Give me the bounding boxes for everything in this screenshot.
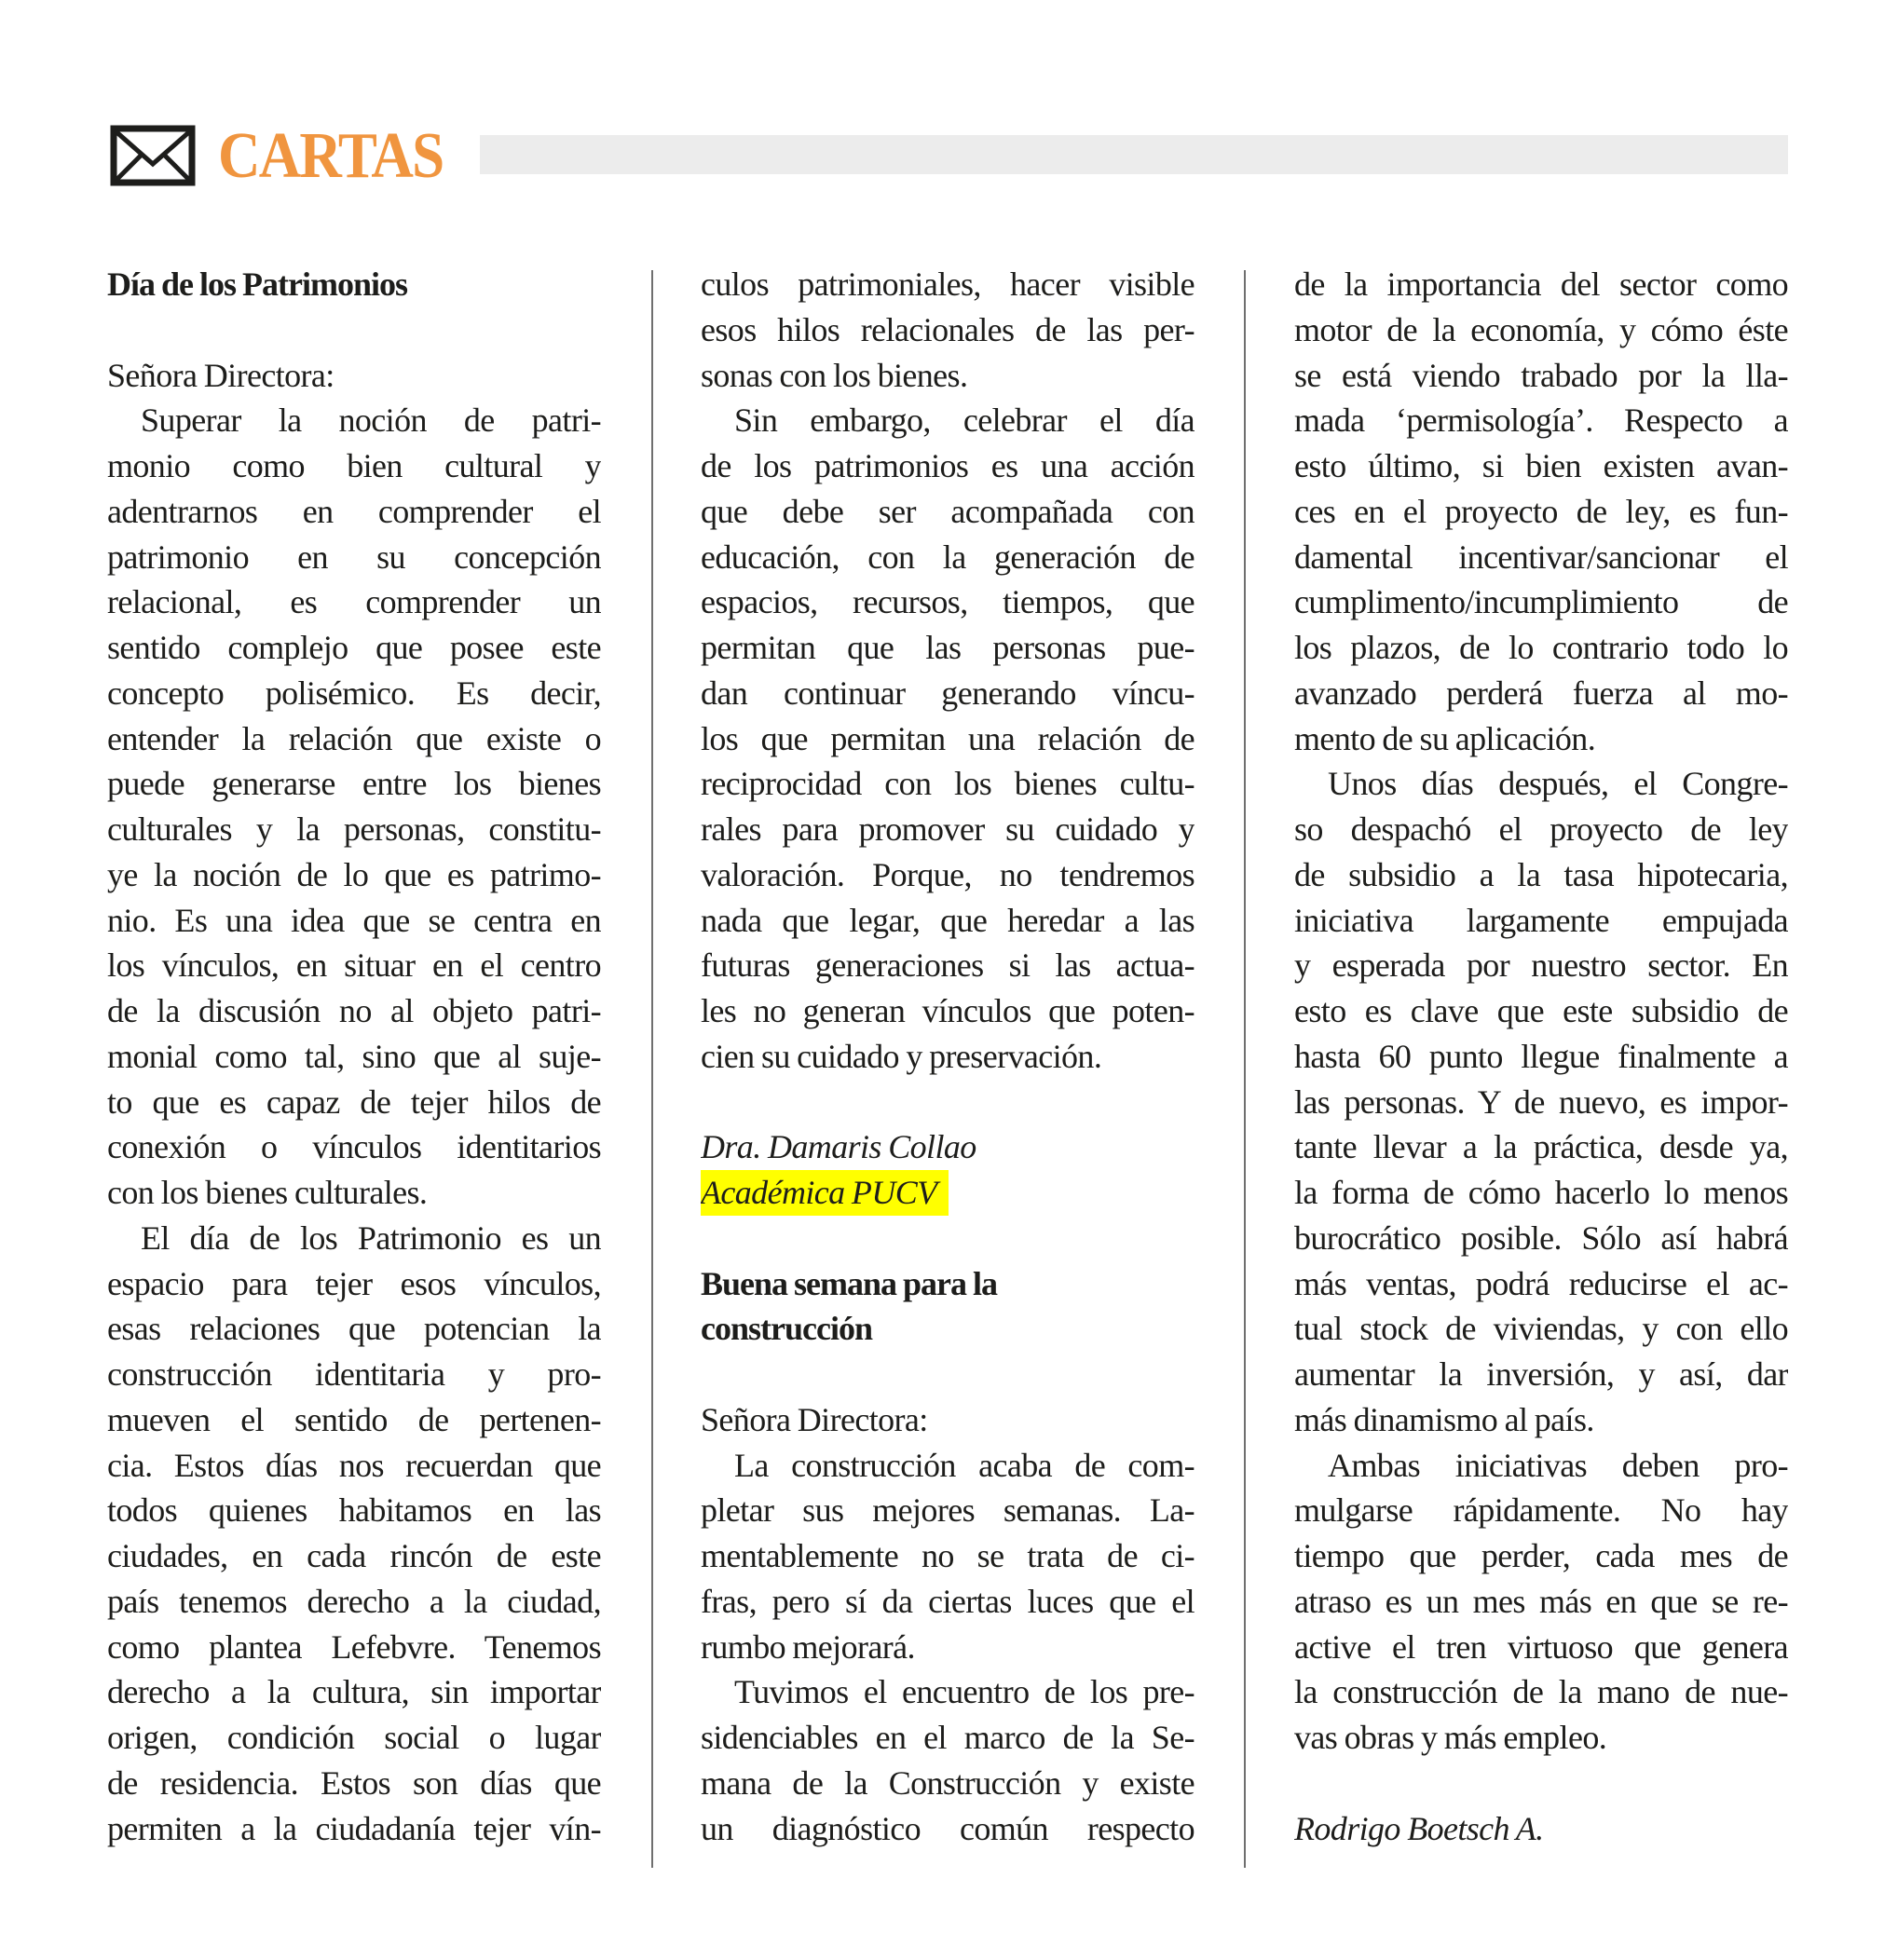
text-line: país tenemos derecho a la ciudad, <box>107 1582 601 1620</box>
text-line: educación, con la generación de <box>701 538 1195 576</box>
text-line: espacio para tejer esos vínculos, <box>107 1264 601 1302</box>
text-line: ciudades, en cada rincón de este <box>107 1537 601 1574</box>
text-line: valoración. Porque, no tendremos <box>701 855 1195 893</box>
text-line <box>701 1080 1195 1125</box>
text-line: los que permitan una relación de <box>701 719 1195 757</box>
text-line: relacional, es comprender un <box>107 583 601 621</box>
text-line: como plantea Lefebvre. Tenemos <box>107 1627 601 1666</box>
letter-heading: Buena semana para la <box>701 1264 998 1302</box>
paragraph-first-line: Unos días después, el Congre- <box>1328 765 1788 803</box>
text-line: espacios, recursos, tiempos, que <box>701 583 1195 621</box>
text-line: concepto polisémico. Es decir, <box>107 674 601 712</box>
text-line: y esperada por nuestro sector. En <box>1294 946 1788 985</box>
text-line: sentido complejo que posee este <box>107 629 601 666</box>
text-line: de residencia. Estos son días que <box>107 1763 601 1802</box>
letter-signature-highlighted <box>701 1170 1195 1216</box>
text-line: nada que legar, que heredar a las <box>701 901 1195 939</box>
paragraph-first-line: Tuvimos el encuentro de los pre- <box>734 1673 1195 1711</box>
text-line: to que es capaz de tejer hilos de <box>107 1082 601 1121</box>
text-line: cia. Estos días nos recuerdan que <box>107 1446 601 1484</box>
text-line: esas relaciones que potencian la <box>107 1310 601 1348</box>
letter-heading: Día de los Patrimonios <box>107 265 407 303</box>
text-line: que debe ser acompañada con <box>701 492 1195 530</box>
text-line: reciprocidad con los bienes cultu- <box>701 765 1195 803</box>
text-line: nio. Es una idea que se centra en <box>107 901 601 939</box>
paragraph-first-line: La construcción acaba de com- <box>734 1446 1195 1484</box>
text-line <box>1294 1761 1788 1806</box>
text-line: vas obras y más empleo. <box>1294 1719 1607 1756</box>
text-line: hasta 60 punto llegue finalmente a <box>1294 1037 1788 1075</box>
column-divider <box>1244 270 1246 1868</box>
text-line: conexión o vínculos identitarios <box>107 1128 601 1166</box>
text-line: esto último, si bien existen avan- <box>1294 447 1788 484</box>
text-line: dan continuar generando víncu- <box>701 674 1195 712</box>
text-line: entender la relación que existe o <box>107 719 601 757</box>
paragraph-first-line: El día de los Patrimonio es un <box>141 1218 601 1257</box>
letter-signature: Rodrigo Boetsch A. <box>1294 1809 1544 1847</box>
text-line: monio como bien cultural y <box>107 447 601 484</box>
paragraph-first-line: Sin embargo, celebrar el día <box>734 402 1195 440</box>
text-line: tiempo que perder, cada mes de <box>1294 1537 1788 1574</box>
text-line: patrimonio en su concepción <box>107 538 601 576</box>
text-line: los plazos, de lo contrario todo lo <box>1294 629 1788 666</box>
text-line: Señora Directora: <box>107 356 334 394</box>
text-line: adentrarnos en comprender el <box>107 492 601 530</box>
text-line: rales para promover su cuidado y <box>701 810 1195 848</box>
text-line: Señora Directora: <box>701 1400 928 1438</box>
text-line: aumentar la inversión, y así, dar <box>1294 1355 1788 1393</box>
text-line: las personas. Y de nuevo, es impor- <box>1294 1082 1788 1121</box>
text-line: ye la noción de lo que es patrimo- <box>107 855 601 893</box>
text-line: active el tren virtuoso que genera <box>1294 1627 1788 1666</box>
text-line: pletar sus mejores semanas. La- <box>701 1491 1195 1530</box>
text-line: todos quienes habitamos en las <box>107 1491 601 1530</box>
text-line: derecho a la cultura, sin importar <box>107 1673 601 1711</box>
column-2 <box>701 262 1195 1851</box>
text-line: de la discusión no al objeto patri- <box>107 992 601 1029</box>
text-line: de la importancia del sector como <box>1294 265 1788 303</box>
envelope-icon <box>110 125 196 186</box>
text-line: más ventas, podrá reducirse el ac- <box>1294 1264 1788 1302</box>
text-line: la forma de cómo hacerlo lo menos <box>1294 1174 1788 1211</box>
text-line: les no generan vínculos que poten- <box>701 992 1195 1029</box>
text-line: se está viendo trabado por la lla- <box>1294 356 1788 394</box>
text-line <box>701 1216 1195 1261</box>
letter-signature: Dra. Damaris Collao <box>701 1128 976 1166</box>
text-line: permitan que las personas pue- <box>701 629 1195 666</box>
column-divider <box>651 270 653 1868</box>
text-line: culos patrimoniales, hacer visible <box>701 265 1195 303</box>
text-line: futuras generaciones si las actua- <box>701 946 1195 985</box>
text-line: con los bienes culturales. <box>107 1174 428 1211</box>
column-3 <box>1294 262 1788 1851</box>
text-line: cien su cuidado y preservación. <box>701 1037 1102 1075</box>
text-line: mento de su aplicación. <box>1294 719 1596 757</box>
text-line: tual stock de viviendas, y con ello <box>1294 1310 1788 1348</box>
text-line: mentablemente no se trata de ci- <box>701 1537 1195 1574</box>
text-line: monial como tal, sino que al suje- <box>107 1037 601 1075</box>
paragraph-first-line: Superar la noción de patri- <box>141 402 601 440</box>
text-line: esto es clave que este subsidio de <box>1294 992 1788 1029</box>
text-line: mulgarse rápidamente. No hay <box>1294 1491 1788 1530</box>
highlighted-text: Académica PUCV <box>701 1170 949 1216</box>
text-line: culturales y la personas, constitu- <box>107 810 601 848</box>
text-line: permiten a la ciudadanía tejer vín- <box>107 1809 601 1847</box>
text-line: fras, pero sí da ciertas luces que el <box>701 1582 1195 1620</box>
section-title: CARTAS <box>218 120 444 192</box>
text-line: burocrático posible. Sólo así habrá <box>1294 1218 1788 1257</box>
text-line: esos hilos relacionales de las per- <box>701 310 1195 348</box>
text-line <box>701 1352 1195 1397</box>
text-line: damental incentivar/sancionar el <box>1294 538 1788 576</box>
text-line: los vínculos, en situar en el centro <box>107 946 601 985</box>
text-line: mueven el sentido de pertenen- <box>107 1400 601 1438</box>
text-line: de los patrimonios es una acción <box>701 447 1195 484</box>
text-line: la construcción de la mano de nue- <box>1294 1673 1788 1711</box>
text-line: avanzado perderá fuerza al mo- <box>1294 674 1788 712</box>
text-line <box>107 307 601 353</box>
header-bar <box>480 135 1788 174</box>
text-line: atraso es un mes más en que se re- <box>1294 1582 1788 1620</box>
text-line: mada ‘permisología’. Respecto a <box>1294 402 1788 440</box>
text-line: ces en el proyecto de ley, es fun- <box>1294 492 1788 530</box>
text-line: tante llevar a la práctica, desde ya, <box>1294 1128 1788 1166</box>
text-line: de subsidio a la tasa hipotecaria, <box>1294 855 1788 893</box>
text-line: rumbo mejorará. <box>701 1627 915 1666</box>
column-1 <box>107 262 601 1851</box>
text-line: más dinamismo al país. <box>1294 1400 1594 1438</box>
text-line: motor de la economía, y cómo éste <box>1294 310 1788 348</box>
text-line: un diagnóstico común respecto <box>701 1809 1195 1847</box>
text-line: sonas con los bienes. <box>701 356 968 394</box>
text-line: origen, condición social o lugar <box>107 1719 601 1756</box>
paragraph-first-line: Ambas iniciativas deben pro- <box>1328 1446 1788 1484</box>
letter-heading: construcción <box>701 1310 872 1348</box>
text-line: sidenciables en el marco de la Se- <box>701 1719 1195 1756</box>
text-line: cumplimento/incumplimiento de <box>1294 583 1788 621</box>
text-line: so despachó el proyecto de ley <box>1294 810 1788 848</box>
text-line: mana de la Construcción y existe <box>701 1763 1195 1802</box>
text-line: puede generarse entre los bienes <box>107 765 601 803</box>
text-line: construcción identitaria y pro- <box>107 1355 601 1393</box>
text-line: iniciativa largamente empujada <box>1294 901 1788 939</box>
